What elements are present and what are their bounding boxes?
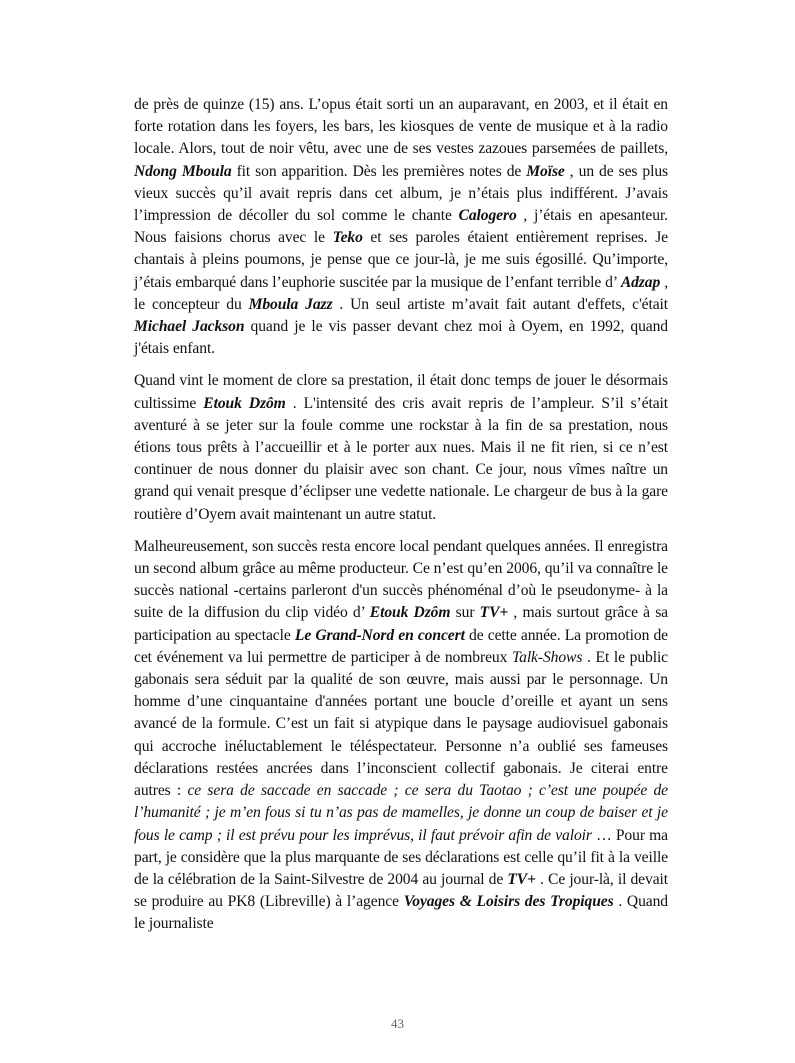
text-run: . Et le public gabonais sera séduit par la qualité de son œuvre, mais aussi par le personnage. Un homme d’une cinquantaine d'années portant une boucle d’oreille et ayant un sens avancé de la formule. C’est un fait si atypique dans le paysage audiovisuel gabonais qui accroche inéluctablement le téléspectateur. Personne n’a oublié ses fameuses déclarations restées ancrées dans l’inconscient collectif gabonais. Je citerai entre autres :	[134, 648, 668, 800]
text-run: et ses paroles étaient entièrement reprises. Je chantais à pleins poumons, je pense que ce jour-là, je me suis égosillé. Qu’importe, j’étais embarqué dans l’euphorie suscitée par la musique de l’enfant terrible d’	[134, 229, 668, 291]
text-run: . Un seul artiste m’avait fait autant d'effets, c'était	[332, 295, 669, 313]
emphasized-title: Etouk Dzôm	[203, 394, 286, 412]
text-run: fit son apparition. Dès les premières notes de	[231, 162, 527, 180]
emphasized-title: Ndong Mboula	[134, 162, 232, 180]
paragraph-3	[134, 536, 668, 936]
text-run: , un de ses plus vieux succès qu’il avait repris dans cet album, je n’étais plus indifférent. J’avais l’impression de décoller du sol comme le chante	[134, 162, 668, 225]
emphasized-title: Calogero	[458, 207, 517, 225]
emphasized-title: Mboula Jazz	[248, 295, 333, 313]
paragraph-2	[134, 370, 668, 525]
paragraph-1	[134, 94, 668, 360]
text-run: , le concepteur du	[134, 273, 668, 313]
document-page	[134, 94, 668, 946]
emphasized-title: Teko	[332, 229, 363, 247]
text-run: . Quand le journaliste	[134, 893, 668, 933]
text-run: sur	[450, 604, 480, 622]
emphasized-title: Michael Jackson	[134, 318, 245, 336]
text-run: de près de quinze (15) ans. L’opus était sorti un an auparavant, en 2003, et il était en forte rotation dans les foyers, les bars, les kiosques de vente de musique et à la radio locale. Alors, tout de noir vêtu, avec une de ses vestes zazoues parsemées de paillets,	[134, 96, 668, 158]
text-run: Malheureusement, son succès resta encore local pendant quelques années. Il enregistra un second album grâce au même producteur. Ce n’est qu’en 2006, qu’il va connaître le succès national -certains parleront d'un succès phénoménal d’où le pseudonyme- à la suite de la diffusion du clip vidéo d’	[134, 537, 668, 622]
text-run: … Pour ma part, je considère que la plus marquante de ses déclarations est celle qu’il fit à la veille de la célébration de la Saint-Silvestre de 2004 au journal de	[134, 826, 668, 888]
emphasized-title: TV+	[479, 604, 509, 622]
emphasized-title: Le Grand-Nord en concert	[294, 626, 465, 644]
emphasized-title: Moïse	[526, 162, 565, 180]
italic-quote: Talk-Shows	[511, 648, 583, 666]
text-run: Quand vint le moment de clore sa prestation, il était donc temps de jouer le désormais cultissime	[134, 372, 668, 412]
emphasized-title: Etouk Dzôm	[369, 604, 451, 622]
text-run: . Ce jour-là, il devait se produire au PK8 (Libreville) à l’agence	[134, 870, 668, 911]
text-run: quand je le vis passer devant chez moi à Oyem, en 1992, quand j'étais enfant.	[134, 318, 668, 358]
emphasized-title: TV+	[507, 870, 536, 888]
text-run: . L'intensité des cris avait repris de l’ampleur. S’il s’était aventuré à se jeter sur la foule comme une rockstar à la fin de sa prestation, nous étions tous prêts à l’accueillir et à le porter aux nues. Mais il ne fit rien, si ce n’est continuer de nous donner du plaisir avec son chant. Ce jour, nous vîmes naître un grand qui venait presque d’éclipser une vedette nationale. Le chargeur de bus à la gare routière d’Oyem avait maintenant un autre statut.	[134, 394, 668, 523]
text-run: , mais surtout grâce à sa participation au spectacle	[134, 604, 669, 644]
italic-quote: ce sera de saccade en saccade ; ce sera du Taotao ; c’est une poupée de l’humanité ; je m’en fous si tu n’as pas de mamelles, je donne un coup de baiser et je fous le camp ; il est prévu pour les imprévus, il faut prévoir afin de valoir	[134, 782, 669, 844]
emphasized-title: Adzap	[620, 273, 661, 291]
page-number: 43	[391, 1016, 404, 1031]
text-run: de cette année. La promotion de cet événement va lui permettre de participer à de nombreux	[134, 626, 668, 666]
emphasized-title: Voyages & Loisirs des Tropiques	[403, 893, 614, 911]
text-run: , j’étais en apesanteur. Nous faisions chorus avec le	[134, 207, 668, 247]
